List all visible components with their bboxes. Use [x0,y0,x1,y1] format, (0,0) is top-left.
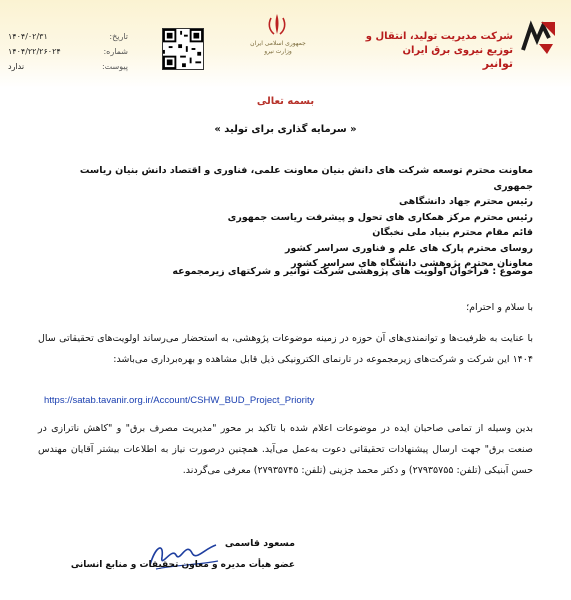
recipient-item: رئیس محترم جهاد دانشگاهی [399,196,533,207]
emblem-caption [238,40,318,56]
meta-row-date [8,29,128,44]
company-name-line1: شرکت مدیریت تولید، انتقال و توزیع نیروی برق ایران [365,31,513,56]
recipient-item: رئیس محترم مرکز همکاری های تحول و پیشرفت ریاست جمهوری [227,211,533,223]
tavanir-logo-icon [519,18,559,58]
qr-code-icon [162,28,204,70]
subject-line: موضوع : فراخوان اولویت های پژوهشی شرکت توانیر و شرکتهای زیرمجموعه [172,266,533,277]
meta-date-value: ۱۴۰۴/۰۲/۳۱ [8,32,48,41]
company-name [343,30,513,72]
signer-title: عضو هیأت مدیره و معاون تحقیقات و منابع انسانی [70,560,295,570]
iran-emblem-icon [265,12,289,38]
recipients-list [53,163,533,272]
meta-attachment-label: پیوست: [101,62,128,71]
recipient-item: قائم مقام محترم بنیاد ملی نخبگان [372,227,533,238]
meta-number-label: شماره: [103,47,128,56]
meta-row-number [8,44,128,59]
company-name-line2: توانیر [482,57,513,70]
signer-name: مسعود قاسمی [224,538,295,549]
recipient-item: معاونان محترم پژوهشی دانشگاه های سراسر کشور [291,258,533,269]
emblem-caption-line2: وزارت نیرو [264,47,292,55]
meta-row-attachment [8,59,128,74]
priority-link[interactable]: https://satab.tavanir.org.ir/Account/CSHW_BUD_Project_Priority [44,395,315,406]
body-paragraph-2: بدین وسیله از تمامی صاحبان ایده در موضوعات اعلام شده با تاکید بر محور "مدیریت مصرف برق" و "کاهش ناترازی در صنعت برق" جهت ارسال پیشنهادات تحقیقاتی دعوت به‌عمل می‌آید. همچنین درصورت نیاز به اطلاعات بیشتر آقایان مهندس حسن آبنیکی (تلفن: ۲۷۹۳۵۷۵۵) و دکتر محمد جزینی (تلفن: ۲۷۹۳۵۷۴۵) معرفی می‌گردند. [38,423,533,476]
body-paragraph-1: با عنایت به ظرفیت‌ها و توانمندی‌های آن حوزه در زمینه موضوعات پژوهشی، به استحضار می‌رساند اولویت‌های تحقیقاتی سال ۱۴۰۴ این شرکت و شرکت‌های زیرمجموعه در تارنمای الکترونیکی ذیل قابل مشاهده و بهره‌برداری می‌باشد: [38,333,533,365]
letter-meta [8,29,128,74]
meta-number-value: ۱۴۰۴/۲۲/۲۶۰۲۴ [8,47,61,56]
meta-date-label: تاریخ: [109,32,128,41]
recipient-item: روسای محترم پارک های علم و فناوری سراسر کشور [285,242,533,254]
basmala: بسمه تعالی [256,96,315,107]
emblem-caption-line1: جمهوری اسلامی ایران [250,40,306,47]
meta-attachment-value: ندارد [8,62,25,71]
letter-slogan: « سرمایه گذاری برای تولید » [214,124,357,135]
greeting: با سلام و احترام؛ [466,302,533,313]
recipient-item: معاونت محترم توسعه شرکت های دانش بنیان معاونت علمی، فناوری و اقتصاد دانش بنیان ریاست جمهوری [79,165,533,192]
